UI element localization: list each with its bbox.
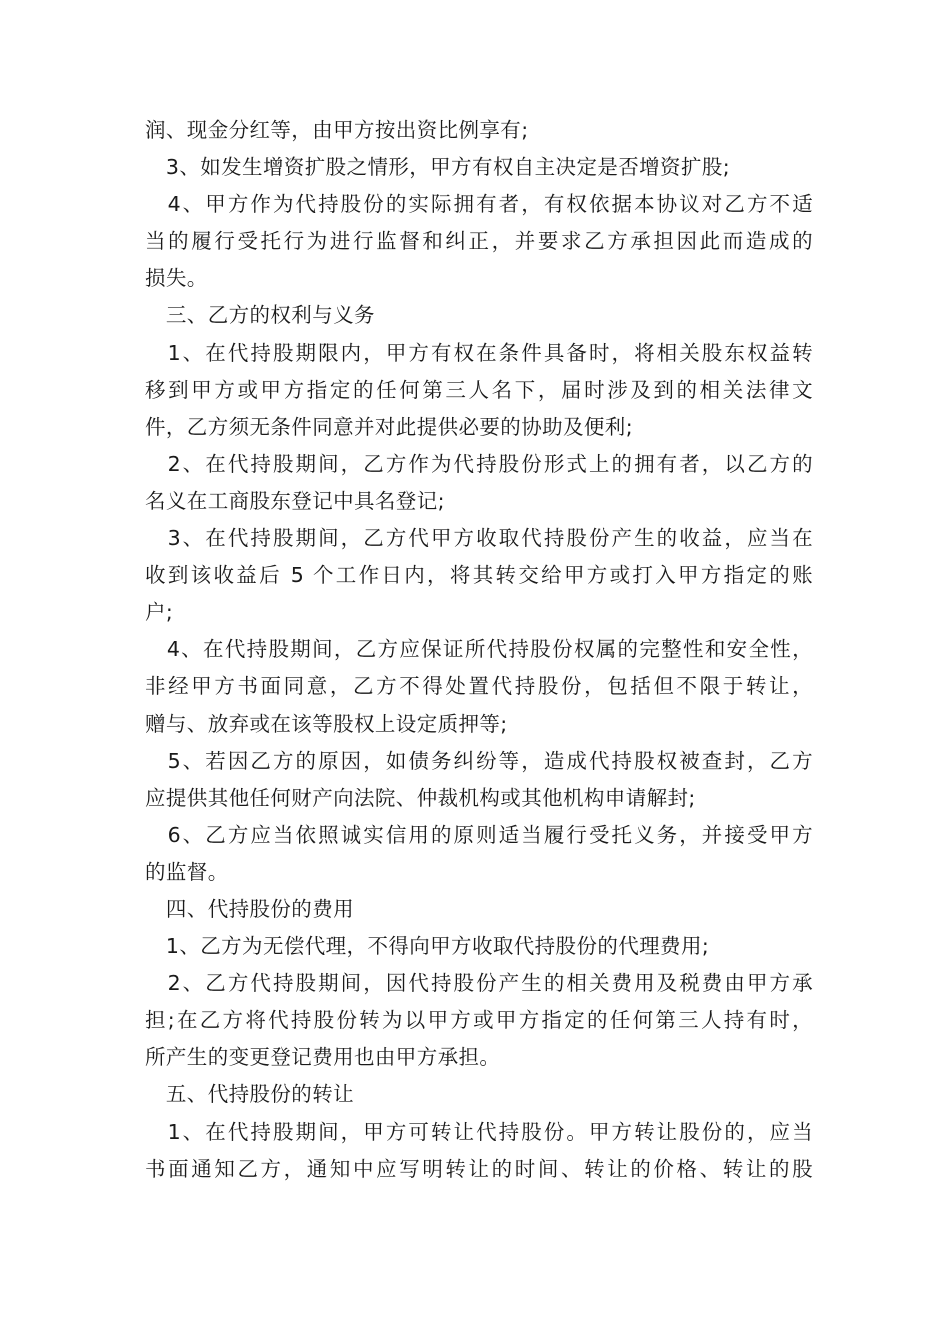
section-heading: 三、乙方的权利与义务 — [145, 303, 375, 328]
text-line: 收到该收益后 5 个工作日内，将其转交给甲方或打入甲方指定的账 — [145, 563, 813, 588]
document-body — [145, 112, 813, 1188]
text-line: 3、如发生增资扩股之情形，甲方有权自主决定是否增资扩股; — [145, 155, 731, 180]
text-line: 书面通知乙方，通知中应写明转让的时间、转让的价格、转让的股 — [145, 1156, 813, 1181]
text-line: 4、在代持股期间，乙方应保证所代持股份权属的完整性和安全性， — [145, 637, 813, 662]
text-line: 3、在代持股期间，乙方代甲方收取代持股份产生的收益，应当在 — [145, 526, 813, 551]
text-line: 2、乙方代持股期间，因代持股份产生的相关费用及税费由甲方承 — [145, 971, 813, 996]
text-line: 1、乙方为无偿代理，不得向甲方收取代持股份的代理费用; — [145, 934, 710, 959]
text-line: 润、现金分红等，由甲方按出资比例享有; — [145, 118, 529, 142]
text-line: 2、在代持股期间，乙方作为代持股份形式上的拥有者，以乙方的 — [145, 451, 813, 476]
text-line: 名义在工商股东登记中具名登记; — [145, 488, 445, 513]
text-line: 6、乙方应当依照诚实信用的原则适当履行受托义务，并接受甲方 — [145, 822, 813, 847]
text-line: 5、若因乙方的原因，如债务纠纷等，造成代持股权被查封，乙方 — [145, 748, 813, 773]
text-line: 所产生的变更登记费用也由甲方承担。 — [145, 1045, 501, 1070]
text-line: 应提供其他任何财产向法院、仲裁机构或其他机构申请解封; — [145, 785, 696, 810]
text-line: 户; — [145, 600, 174, 625]
section-heading: 五、代持股份的转让 — [145, 1082, 354, 1107]
text-line: 的监督。 — [145, 859, 229, 884]
text-line: 非经甲方书面同意，乙方不得处置代持股份，包括但不限于转让， — [145, 674, 813, 699]
text-line: 1、在代持股期间，甲方可转让代持股份。甲方转让股份的，应当 — [145, 1119, 813, 1144]
text-line: 1、在代持股期限内，甲方有权在条件具备时，将相关股东权益转 — [145, 340, 813, 365]
section-heading: 四、代持股份的费用 — [145, 896, 354, 921]
text-line: 担;在乙方将代持股份转为以甲方或甲方指定的任何第三人持有时， — [145, 1008, 813, 1033]
text-line: 当的履行受托行为进行监督和纠正，并要求乙方承担因此而造成的 — [145, 229, 813, 254]
text-line: 4、甲方作为代持股份的实际拥有者，有权依据本协议对乙方不适 — [145, 192, 813, 217]
text-line: 件，乙方须无条件同意并对此提供必要的协助及便利; — [145, 414, 634, 439]
text-line: 损失。 — [145, 266, 208, 291]
text-line: 赠与、放弃或在该等股权上设定质押等; — [145, 711, 508, 736]
text-line: 移到甲方或甲方指定的任何第三人名下，届时涉及到的相关法律文 — [145, 377, 813, 402]
